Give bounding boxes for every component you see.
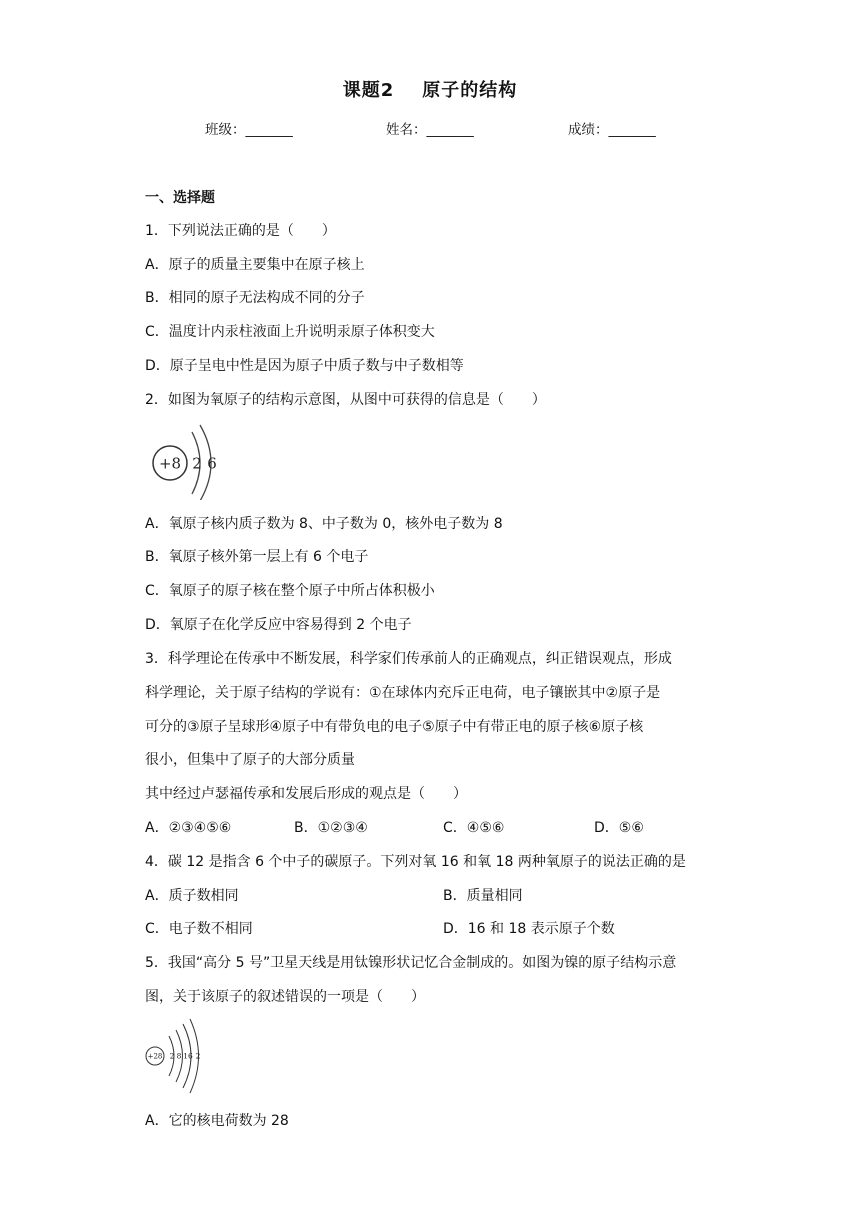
oxygen-shell-2-count: 6: [207, 454, 217, 473]
q3-option-b: B．①②③④: [294, 820, 368, 836]
q1-option-b: B．相同的原子无法构成不同的分子: [145, 290, 365, 306]
q1-option-d: D．原子呈电中性是因为原子中质子数与中子数相等: [145, 358, 464, 374]
q5-stem-line-1: 5．我国“高分 5 号”卫星天线是用钛镍形状记忆合金制成的。如图为镍的原子结构示意: [145, 955, 677, 971]
class-field: 班级：_______: [205, 122, 293, 138]
title-text: 原子的结构: [422, 80, 518, 101]
q2-stem: 2．如图为氧原子的结构示意图，从图中可获得的信息是（ ）: [145, 392, 546, 408]
q3-stem-line-4: 很小，但集中了原子的大部分质量: [145, 752, 355, 768]
score-field: 成绩：_______: [568, 122, 656, 138]
q3-stem-line-5: 其中经过卢瑟福传承和发展后形成的观点是（ ）: [145, 786, 467, 802]
title-number: 课题2: [342, 80, 395, 101]
section-heading: 一、选择题: [145, 190, 215, 206]
nickel-atom-diagram: [143, 1016, 209, 1096]
page-title: [0, 76, 860, 102]
nickel-nucleus-label: +28: [147, 1052, 163, 1061]
q3-stem-line-2: 科学理论，关于原子结构的学说有：①在球体内充斥正电荷，电子镶嵌其中②原子是: [145, 685, 661, 701]
q3-option-c: C．④⑤⑥: [443, 820, 505, 836]
nickel-shell-1-count: 2: [169, 1051, 175, 1061]
oxygen-atom-diagram: [148, 420, 228, 500]
q2-option-d: D．氧原子在化学反应中容易得到 2 个电子: [145, 617, 412, 633]
q4-option-b: B．质量相同: [443, 888, 523, 904]
q2-option-a: A．氧原子核内质子数为 8、中子数为 0，核外电子数为 8: [145, 516, 503, 532]
nickel-shell-3-count: 16: [183, 1051, 193, 1061]
q5-stem-line-2: 图，关于该原子的叙述错误的一项是（ ）: [145, 989, 425, 1005]
q1-option-a: A．原子的质量主要集中在原子核上: [145, 257, 365, 273]
q2-option-c: C．氧原子的原子核在整个原子中所占体积极小: [145, 583, 435, 599]
q1-option-c: C．温度计内汞柱液面上升说明汞原子体积变大: [145, 324, 435, 340]
oxygen-nucleus-label: +8: [158, 454, 182, 473]
q3-option-a: A．②③④⑤⑥: [145, 820, 232, 836]
q5-option-a: A．它的核电荷数为 28: [145, 1113, 289, 1129]
q4-option-c: C．电子数不相同: [145, 921, 253, 937]
q2-option-b: B．氧原子核外第一层上有 6 个电子: [145, 549, 369, 565]
name-field: 姓名：_______: [386, 122, 474, 138]
oxygen-shell-1-count: 2: [192, 454, 202, 473]
nickel-shell-2-count: 8: [176, 1051, 182, 1061]
q4-stem: 4．碳 12 是指含 6 个中子的碳原子。下列对氧 16 和氧 18 两种氧原子的说法正确的是: [145, 854, 686, 870]
q1-stem: 1．下列说法正确的是（ ）: [145, 223, 336, 239]
q4-option-a: A．质子数相同: [145, 888, 239, 904]
q3-stem-line-1: 3．科学理论在传承中不断发展，科学家们传承前人的正确观点，纠正错误观点，形成: [145, 651, 672, 667]
q3-stem-line-3: 可分的③原子呈球形④原子中有带负电的电子⑤原子中有带正电的原子核⑥原子核: [145, 719, 644, 735]
nickel-shell-4-count: 2: [195, 1051, 201, 1061]
q3-option-d: D．⑤⑥: [594, 820, 644, 836]
q4-option-d: D．16 和 18 表示原子个数: [443, 921, 615, 937]
